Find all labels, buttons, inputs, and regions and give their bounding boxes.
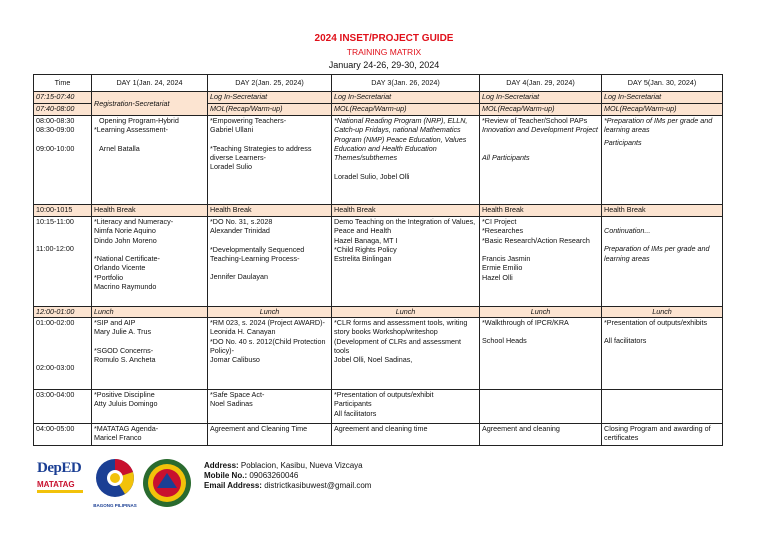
session-title: *Teaching Strategies to address diverse Learners-	[210, 143, 312, 163]
table-cell	[332, 116, 480, 205]
speaker-name: Noel Sadinas	[210, 399, 253, 409]
table-cell	[332, 217, 480, 307]
table-cell: MOL(Recap/Warm-up)	[602, 104, 723, 116]
address-value: Poblacion, Kasibu, Nueva Vizcaya	[240, 461, 363, 470]
time-label: 09:00-10:00	[36, 143, 75, 153]
table-cell: Agreement and cleaning	[480, 424, 602, 446]
session-title: *Portfolio	[94, 272, 124, 282]
table-cell	[92, 424, 208, 446]
time-cell: 03:00-04:00	[34, 390, 92, 424]
time-cell: 07:40-08:00	[34, 104, 92, 116]
table-cell	[602, 217, 723, 307]
table-row	[34, 92, 723, 104]
table-cell: Log In-Secretariat	[332, 92, 480, 104]
table-cell	[92, 217, 208, 307]
footer	[37, 458, 737, 518]
table-cell: Lunch	[602, 307, 723, 318]
session-title: Continuation...	[604, 226, 651, 235]
kasibu-west-seal	[142, 458, 194, 510]
table-cell	[208, 390, 332, 424]
session-title: Demo Teaching on the Integration of Values, Peace and Health	[334, 217, 476, 236]
session-title: *Presentation of outputs/exhibit	[334, 390, 434, 399]
speaker-name: Alexander Trinidad	[210, 226, 270, 236]
table-cell: Agreement and Cleaning Time	[208, 424, 332, 446]
table-cell: Lunch	[92, 307, 208, 318]
time-cell: 07:15-07:40	[34, 92, 92, 104]
session-title: *National Reading Program (NRP), ELLN, Catch-up Fridays, national Mathematics Program (NMP) Peace Education, Values Education and Health Education Themes/subthemes	[334, 116, 468, 163]
speaker-name: Hazel Olli	[482, 272, 513, 282]
table-cell: Lunch	[332, 307, 480, 318]
table-cell	[92, 390, 208, 424]
table-cell: Agreement and cleaning time	[332, 424, 480, 446]
time-cell: 04:00-05:00	[34, 424, 92, 446]
speaker-name: School Heads	[482, 336, 527, 346]
table-cell	[92, 318, 208, 390]
speaker-name: Jomar Calibuso	[210, 355, 260, 365]
session-title: *National Certificate-	[94, 254, 160, 264]
page-subtitle: TRAINING MATRIX	[346, 47, 422, 57]
contact-info	[204, 461, 371, 491]
session-title: *MATATAG Agenda-	[94, 424, 159, 433]
time-cell: 12:00-01:00	[34, 307, 92, 318]
address-label: Address:	[204, 461, 239, 470]
time-cell: 10:00-1015	[34, 205, 92, 217]
session-title: *Learning Assessment-	[94, 125, 168, 135]
session-title: *RM 023, s. 2024 (Project AWARD)-	[210, 318, 325, 327]
speaker-name: Dindo John Moreno	[94, 235, 157, 245]
time-cell	[34, 217, 92, 307]
table-cell	[208, 217, 332, 307]
session-title: *Child Rights Policy	[334, 245, 397, 255]
time-label: 08:00-08:30	[36, 116, 75, 125]
table-cell: Health Break	[602, 205, 723, 217]
speaker-name: Orlando Vicente	[94, 263, 146, 273]
table-cell: Log In-Secretariat	[602, 92, 723, 104]
table-row	[34, 205, 723, 217]
table-cell	[480, 390, 602, 424]
session-title: *Review of Teacher/School PAPs	[482, 116, 588, 125]
time-label: 11:00-12:00	[36, 244, 74, 254]
table-row	[34, 217, 723, 307]
session-title: *Positive Discipline	[94, 390, 155, 399]
mobile-value: 09063260046	[249, 471, 299, 480]
time-cell	[34, 116, 92, 205]
speaker-name: Gabriel Ullani	[210, 125, 254, 135]
session-title: *Presentation of outputs/exhibits	[604, 318, 708, 327]
table-cell: Closing Program and awarding of certificates	[602, 424, 723, 446]
speaker-name: Loradel Sulio, Jobel Olli	[334, 171, 410, 181]
table-cell	[332, 390, 480, 424]
deped-logo-text: DepED	[37, 460, 82, 476]
table-cell	[92, 116, 208, 205]
table-row	[34, 318, 723, 390]
time-cell	[34, 318, 92, 390]
table-cell: Log In-Secretariat	[480, 92, 602, 104]
table-cell: Health Break	[332, 205, 480, 217]
page-title: 2024 INSET/PROJECT GUIDE	[314, 33, 454, 44]
time-label: 01:00-02:00	[36, 318, 75, 327]
time-label: 08:30-09:00	[36, 125, 75, 135]
session-title: *Walkthrough of IPCR/KRA	[482, 318, 569, 327]
table-cell: MOL(Recap/Warm-up)	[480, 104, 602, 116]
speaker-name: Nimfa Norie Aquino	[94, 226, 156, 236]
time-label: 02:00-03:00	[36, 363, 75, 373]
speaker-name: Jobel Olli, Noel Sadinas,	[334, 355, 413, 365]
participants-label: Participants	[604, 137, 642, 147]
session-title: Innovation and Development Project	[482, 125, 598, 135]
session-title: *DO No. 31, s.2028	[210, 217, 273, 226]
speaker-name: Atty Juluis Domingo	[94, 399, 158, 409]
column-header: Time	[34, 75, 92, 92]
mobile-label: Mobile No.:	[204, 471, 248, 480]
session-title: *Empowering Teachers-	[210, 116, 287, 125]
column-header: DAY 1(Jan. 24, 2024	[92, 75, 208, 92]
table-cell	[332, 318, 480, 390]
email-value: districtkasibuwest@gmail.com	[264, 481, 372, 490]
column-header: DAY 2(Jan. 25, 2024)	[208, 75, 332, 92]
table-cell: Lunch	[208, 307, 332, 318]
table-row	[34, 424, 723, 446]
session-title: *Basic Research/Action Research	[482, 235, 590, 245]
deped-matatag-logo	[37, 460, 87, 508]
address-line	[204, 461, 371, 471]
table-cell: Health Break	[208, 205, 332, 217]
session-title: *Researches	[482, 226, 524, 236]
table-cell	[602, 116, 723, 205]
table-cell	[602, 390, 723, 424]
training-matrix-table	[33, 74, 723, 446]
column-header: DAY 5(Jan. 30, 2024)	[602, 75, 723, 92]
speaker-name: All facilitators	[604, 336, 647, 346]
speaker-name: Francis Jasmin	[482, 254, 531, 264]
table-cell: MOL(Recap/Warm-up)	[332, 104, 480, 116]
time-label: 10:15-11:00	[36, 217, 74, 226]
session-title: *CLR forms and assessment tools, writing story books Workshop/writeshop (Development of CLRs and assessment tools	[334, 318, 468, 356]
email-line	[204, 481, 371, 491]
speaker-name: All facilitators	[334, 408, 377, 418]
bagong-pilipinas-text: BAGONG PILIPINAS	[93, 503, 137, 508]
column-header: DAY 3(Jan. 26, 2024)	[332, 75, 480, 92]
table-cell: Health Break	[480, 205, 602, 217]
table-cell	[480, 217, 602, 307]
speaker-name: Estrelita Binlingan	[334, 254, 392, 264]
table-row	[34, 390, 723, 424]
matatag-logo-text: MATATAG	[37, 480, 75, 489]
session-title: *SIP and AIP	[94, 318, 136, 327]
speaker-name: Arnel Batalla	[99, 143, 140, 153]
speaker-name: Mary Julie A. Trus	[94, 327, 152, 337]
email-label: Email Address:	[204, 481, 262, 490]
table-cell	[480, 116, 602, 205]
speaker-name: Hazel Banaga, MT I	[334, 235, 398, 245]
speaker-name: Jennifer Daulayan	[210, 272, 268, 282]
mobile-line	[204, 471, 371, 481]
page-dates: January 24-26, 29-30, 2024	[328, 60, 440, 70]
speaker-name: Loradel Sulio	[210, 162, 252, 172]
bagong-pilipinas-logo	[92, 458, 138, 510]
speaker-name: Macrino Raymundo	[94, 282, 157, 292]
session-title: Opening Program-Hybrid	[99, 116, 179, 125]
table-cell: Registration-Secretariat	[92, 92, 208, 116]
table-cell	[208, 116, 332, 205]
speaker-name: Ermie Emilio	[482, 263, 523, 273]
table-header-row	[34, 75, 723, 92]
table-cell: Log In-Secretariat	[208, 92, 332, 104]
speaker-name: Maricel Franco	[94, 433, 142, 443]
session-title: *CI Project	[482, 217, 517, 226]
table-row	[34, 116, 723, 205]
session-title: *Developmentally Sequenced Teaching-Learning Process-	[210, 244, 305, 264]
table-row	[34, 307, 723, 318]
table-cell	[208, 318, 332, 390]
session-title: *SGOD Concerns-	[94, 345, 154, 355]
session-title: *Safe Space Act-	[210, 390, 265, 399]
session-title: *Preparation of IMs per grade and learning areas	[604, 116, 713, 135]
table-cell	[480, 318, 602, 390]
column-header: DAY 4(Jan. 29, 2024)	[480, 75, 602, 92]
session-title: *Literacy and Numeracy-	[94, 217, 174, 226]
speaker-name: Participants	[334, 399, 372, 409]
speaker-name: Romulo S. Ancheta	[94, 355, 156, 365]
session-title: Preparation of IMs per grade and learning areas	[604, 244, 710, 263]
participants-label: All Participants	[482, 152, 530, 162]
table-cell: MOL(Recap/Warm-up)	[208, 104, 332, 116]
speaker-name: Leonida H. Canayan	[210, 327, 276, 337]
table-cell	[602, 318, 723, 390]
table-cell: Lunch	[480, 307, 602, 318]
session-title: *DO No. 40 s. 2012(Child Protection Policy)-	[210, 336, 326, 356]
table-cell: Health Break	[92, 205, 208, 217]
